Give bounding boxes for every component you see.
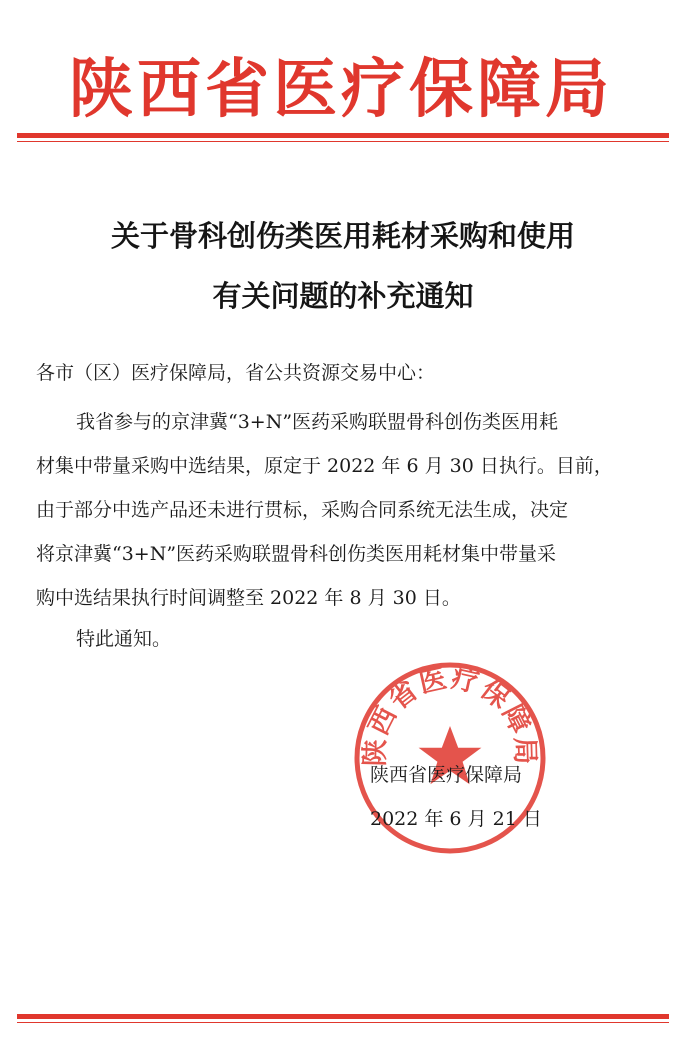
document-title-line-2: 有关问题的补充通知	[212, 279, 474, 313]
body-line: 材集中带量采购中选结果，原定于 2022 年 6 月 30 日执行。目前，	[36, 455, 613, 477]
footer-divider-thin	[17, 1022, 669, 1023]
body-line: 购中选结果执行时间调整至 2022 年 8 月 30 日。	[36, 587, 461, 609]
closing-remark: 特此通知。	[76, 628, 172, 650]
body-line: 将京津冀“3+N”医药采购联盟骨科创伤类医用耗材集中带量采	[36, 543, 557, 565]
seal-text: 陕西省医疗保障局	[359, 662, 541, 767]
document-title-line-1: 关于骨科创伤类医用耗材采购和使用	[110, 219, 575, 253]
body-line: 由于部分中选产品还未进行贯标，采购合同系统无法生成，决定	[36, 499, 569, 521]
issue-date: 2022 年 6 月 21 日	[370, 808, 542, 830]
signer-org: 陕西省医疗保障局	[370, 764, 523, 786]
footer-divider-thick	[17, 1014, 669, 1019]
salutation: 各市（区）医疗保障局，省公共资源交易中心：	[36, 362, 436, 384]
masthead-org-name: 陕西省医疗保障局	[69, 52, 613, 127]
body-line: 我省参与的京津冀“3+N”医药采购联盟骨科创伤类医用耗	[76, 411, 559, 433]
masthead-divider-thick	[17, 133, 669, 138]
masthead-divider-thin	[17, 141, 669, 142]
